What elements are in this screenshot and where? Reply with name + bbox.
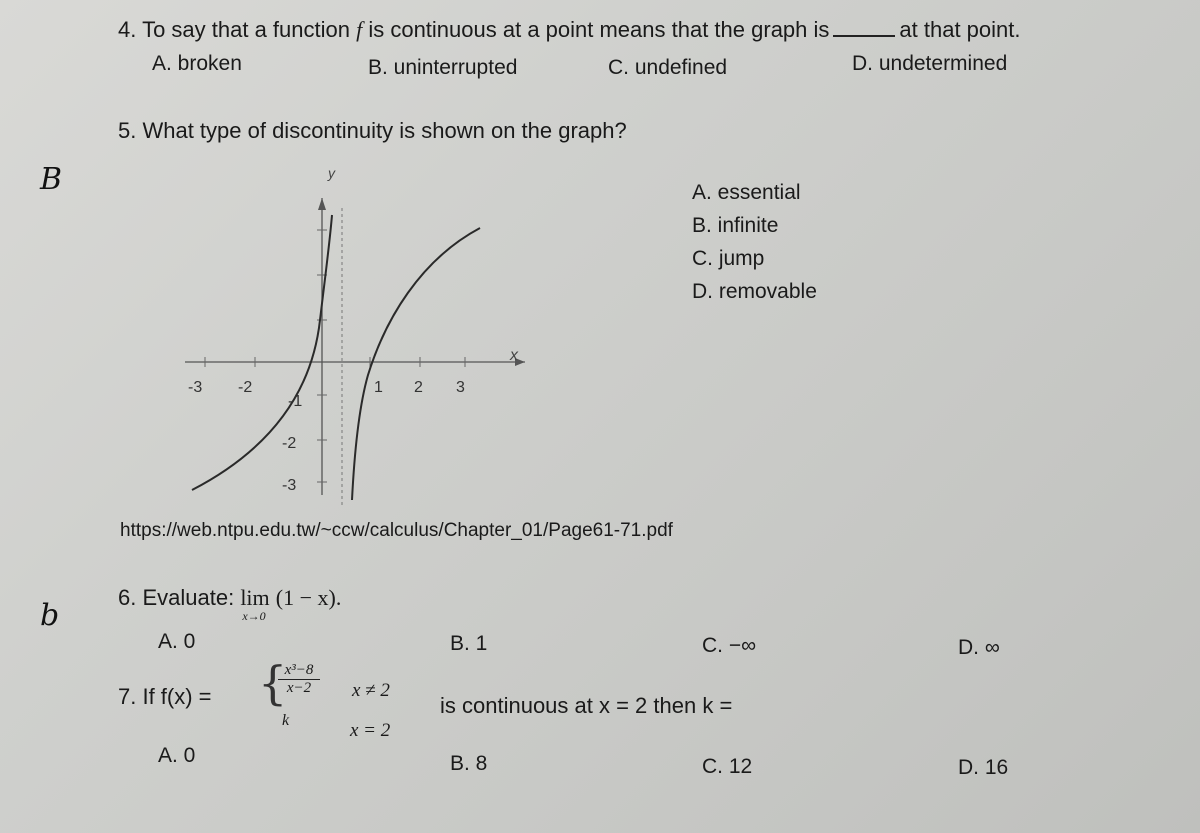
axis-ticks bbox=[205, 230, 465, 482]
x-axis-label: x bbox=[510, 347, 518, 364]
piecewise-case2-condition: x = 2 bbox=[350, 720, 391, 741]
question-4-middle: is continuous at a point means that the graph is bbox=[362, 17, 830, 42]
answer-blank bbox=[833, 35, 895, 37]
question-6 bbox=[118, 585, 342, 623]
curve-left-branch bbox=[192, 215, 332, 490]
y-tick-label: -1 bbox=[288, 393, 303, 410]
question-6-prefix: 6. Evaluate: bbox=[118, 585, 241, 610]
limit-subscript: x→0 bbox=[242, 609, 266, 623]
q6-option-a: A. 0 bbox=[158, 630, 196, 653]
q4-option-b: B. uninterrupted bbox=[368, 56, 518, 79]
y-axis-arrow bbox=[318, 198, 326, 210]
question-7-prefix: 7. If f(x) = bbox=[118, 684, 212, 709]
piecewise-brace: { bbox=[258, 656, 288, 710]
q4-option-a: A. broken bbox=[152, 52, 242, 75]
piecewise-case2-value: k bbox=[282, 712, 290, 729]
curve-right-branch bbox=[352, 228, 480, 500]
x-tick-label: 2 bbox=[414, 379, 423, 396]
question-4-suffix: at that point. bbox=[899, 17, 1021, 42]
limit-expression: (1 − x). bbox=[275, 585, 342, 610]
y-tick-label: -3 bbox=[282, 477, 297, 494]
question-7-tail: is continuous at x = 2 then k = bbox=[440, 693, 733, 718]
q5-option-d: D. removable bbox=[692, 280, 817, 303]
q6-option-c: C. −∞ bbox=[702, 634, 757, 657]
question-5: 5. What type of discontinuity is shown on the graph? bbox=[118, 118, 627, 143]
piecewise-case1-condition: x ≠ 2 bbox=[352, 680, 390, 701]
x-tick-label: -2 bbox=[238, 379, 253, 396]
fraction-denominator: x−2 bbox=[286, 680, 312, 696]
q6-option-b: B. 1 bbox=[450, 632, 488, 655]
q5-option-b: B. infinite bbox=[692, 214, 779, 237]
q7-option-c: C. 12 bbox=[702, 755, 753, 778]
q7-option-a: A. 0 bbox=[158, 744, 196, 767]
source-url: https://web.ntpu.edu.tw/~ccw/calculus/Chapter_01/Page61-71.pdf bbox=[120, 520, 673, 541]
discontinuity-graph bbox=[170, 160, 540, 505]
handwritten-answer-q6: b bbox=[40, 598, 60, 633]
y-tick-label: -2 bbox=[282, 435, 297, 452]
q6-option-d: D. ∞ bbox=[958, 636, 1000, 659]
q5-option-a: A. essential bbox=[692, 181, 801, 204]
handwritten-answer-q5: B bbox=[40, 162, 63, 197]
question-4-func: f bbox=[356, 17, 363, 42]
x-tick-label: 1 bbox=[374, 379, 383, 396]
x-tick-label: -3 bbox=[188, 379, 203, 396]
q7-option-b: B. 8 bbox=[450, 752, 488, 775]
question-4-prefix: 4. To say that a function bbox=[118, 17, 357, 42]
piecewise-case1-fraction bbox=[278, 662, 320, 697]
q4-option-d: D. undetermined bbox=[852, 52, 1008, 75]
y-axis-label: y bbox=[328, 165, 335, 181]
x-tick-label: 3 bbox=[456, 379, 465, 396]
q5-option-c: C. jump bbox=[692, 247, 765, 270]
q4-option-c: C. undefined bbox=[608, 56, 728, 79]
question-4 bbox=[118, 17, 1021, 43]
fraction-numerator: x³−8 bbox=[278, 662, 320, 680]
q7-option-d: D. 16 bbox=[958, 756, 1009, 779]
limit-operator: lim bbox=[240, 585, 270, 610]
